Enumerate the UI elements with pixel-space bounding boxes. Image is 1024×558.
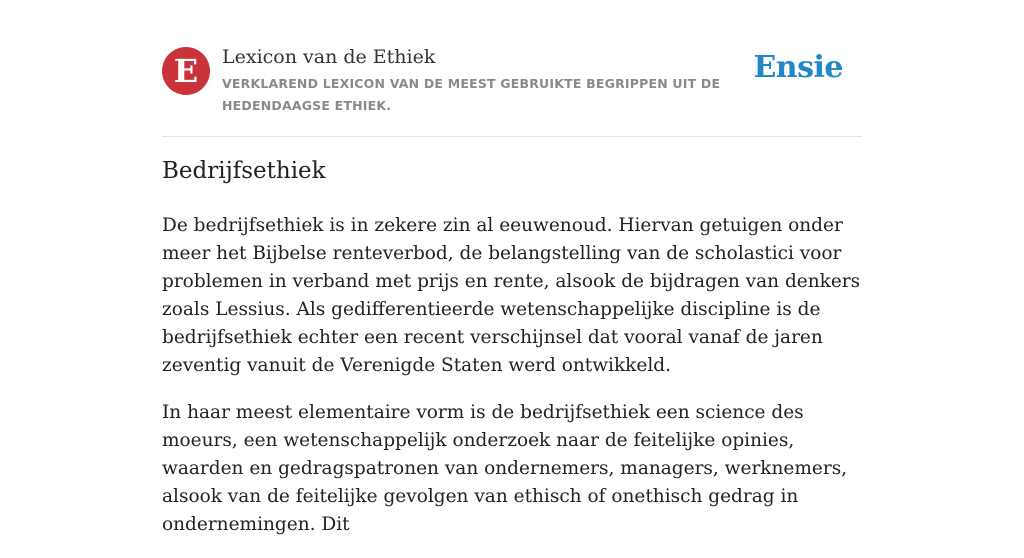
site-subtitle: VERKLAREND LEXICON VAN DE MEEST GEBRUIKTE BEGRIPPEN UIT DE HEDENDAAGSE ETHIEK. (222, 76, 721, 113)
article-paragraph: In haar meest elementaire vorm is de bedrijfsethiek een science des moeurs, een wetenschappelijk onderzoek naar de feitelijke opinies, waarden en gedragspatronen van ondernemers, managers, werknemers, alsook van de feitelijke gevolgen van ethisch of onethisch gedrag in ondernemingen. Dit (162, 402, 848, 535)
article-body (162, 212, 864, 558)
lexicon-logo[interactable]: E (162, 47, 210, 95)
site-header (162, 44, 862, 137)
article-title: Bedrijfsethiek (162, 158, 326, 184)
ensie-brand-logo[interactable]: Ensie (753, 50, 843, 85)
site-title[interactable]: Lexicon van de Ethiek (222, 46, 436, 68)
article-paragraph: De bedrijfsethiek is in zekere zin al eeuwenoud. Hiervan getuigen onder meer het Bijbelse renteverbod, de belangstelling van de scholastici voor problemen in verband met prijs en rente, alsook de bijdragen van denkers zoals Lessius. Als gedifferentieerde wetenschappelijke discipline is de bedrijfsethiek echter een recent verschijnsel dat vooral vanaf de jaren zeventig vanuit de Verenigde Staten werd ontwikkeld. (162, 215, 861, 376)
